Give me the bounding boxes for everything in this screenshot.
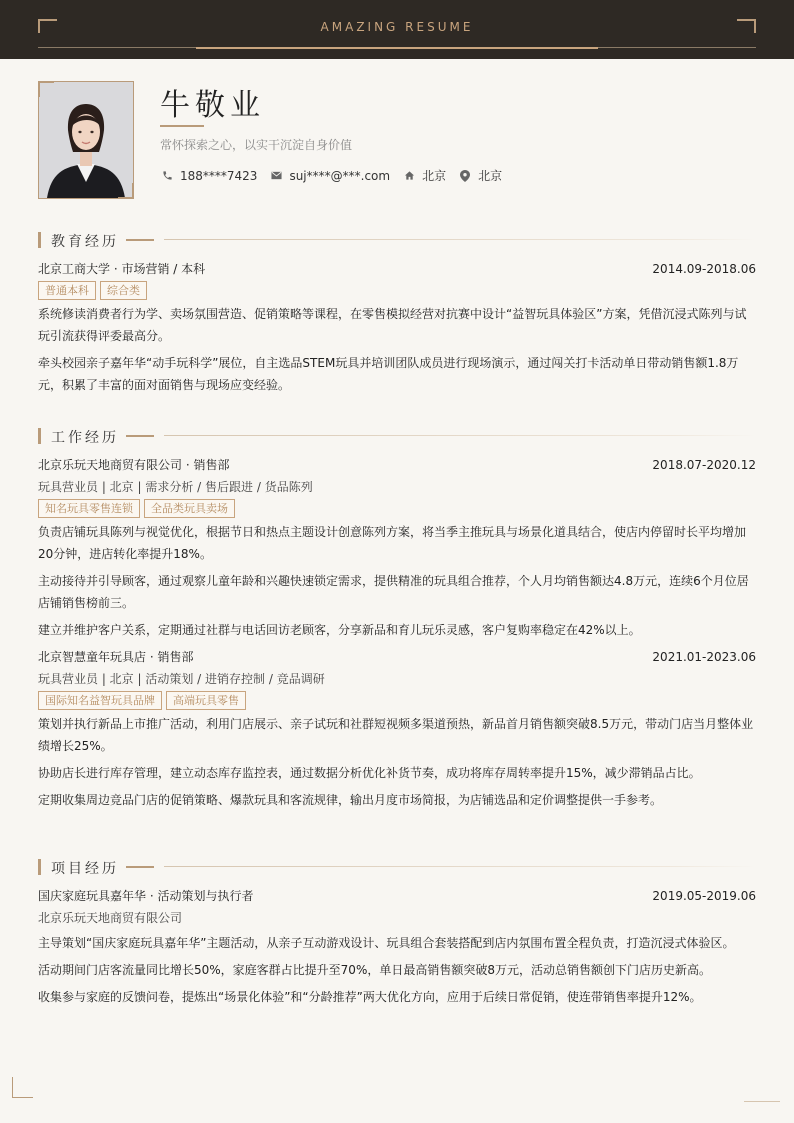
banner-rule-accent bbox=[196, 47, 598, 49]
entry-paragraph: 系统修读消费者行为学、卖场氛围营造、促销策略等课程，在零售模拟经营对抗赛中设计“益智玩具体验区”方案，凭借沉浸式陈列与试玩引流获得评委最高分。 bbox=[38, 307, 747, 343]
entry-date: 2021.01-2023.06 bbox=[652, 650, 756, 664]
contact-hometown bbox=[402, 167, 446, 184]
section-rule-long bbox=[164, 866, 756, 867]
candidate-name: 牛敬业 bbox=[160, 88, 265, 123]
work-entry bbox=[38, 454, 756, 641]
entry-heading: 北京乐玩天地商贸有限公司 · 销售部 bbox=[38, 458, 230, 472]
hometown-text: 北京 bbox=[422, 169, 447, 183]
section-title: 教育经历 bbox=[51, 234, 119, 250]
section-rule-short bbox=[126, 435, 154, 437]
section-header bbox=[38, 428, 756, 444]
section-rule-long bbox=[164, 239, 756, 240]
entry-paragraph: 建立并维护客户关系，定期通过社群与电话回访老顾客，分享新品和育儿玩乐灵感，客户复购率稳定在42%以上。 bbox=[38, 623, 641, 637]
entry-date: 2014.09-2018.06 bbox=[652, 262, 756, 276]
entry-heading: 国庆家庭玩具嘉年华 · 活动策划与执行者 bbox=[38, 889, 254, 903]
contact-location bbox=[458, 167, 502, 184]
section-rule-short bbox=[126, 239, 154, 241]
mail-icon bbox=[269, 169, 283, 183]
avatar-photo bbox=[38, 81, 134, 199]
section-marker bbox=[38, 232, 41, 248]
email-text: suj****@***.com bbox=[289, 168, 391, 183]
phone-text: 188****7423 bbox=[180, 168, 258, 183]
entry-subtitle: 北京乐玩天地商贸有限公司 bbox=[38, 911, 183, 925]
section-marker bbox=[38, 428, 41, 444]
photo-corner bbox=[118, 183, 134, 199]
projects-section bbox=[38, 859, 756, 1013]
entry-subtitle: 玩具营业员 | 北京 | 需求分析 / 售后跟进 / 货品陈列 bbox=[38, 480, 313, 494]
tag: 高端玩具零售 bbox=[166, 691, 246, 710]
contact-info bbox=[160, 167, 514, 184]
entry-paragraph: 牵头校园亲子嘉年华“动手玩科学”展位，自主选品STEM玩具并培训团队成员进行现场演示，通过闯关打卡活动单日带动销售额1.8万元，积累了丰富的面对面销售与现场应变经验。 bbox=[38, 356, 739, 392]
section-marker bbox=[38, 859, 41, 875]
name-underline bbox=[160, 125, 204, 127]
education-section bbox=[38, 232, 756, 401]
contact-email bbox=[269, 169, 390, 183]
work-entry bbox=[38, 646, 756, 811]
work-section bbox=[38, 428, 756, 816]
entry-header bbox=[38, 885, 756, 907]
entry-date: 2019.05-2019.06 bbox=[652, 889, 756, 903]
project-entry bbox=[38, 885, 756, 1008]
map-pin-icon bbox=[458, 169, 472, 183]
entry-header bbox=[38, 258, 756, 280]
entry-paragraph: 主导策划“国庆家庭玩具嘉年华”主题活动，从亲子互动游戏设计、玩具组合套装搭配到店内氛围布置全程负责，打造沉浸式体验区。 bbox=[38, 936, 735, 950]
banner-title: AMAZING RESUME bbox=[320, 20, 474, 34]
tag: 知名玩具零售连锁 bbox=[38, 499, 140, 518]
entry-paragraph: 收集参与家庭的反馈问卷，提炼出“场景化体验”和“分龄推荐”两大优化方向，应用于后续日常促销，使连带销售率提升12%。 bbox=[38, 990, 702, 1004]
tag: 综合类 bbox=[100, 281, 147, 300]
entry-tags bbox=[38, 691, 756, 710]
avatar bbox=[38, 81, 134, 199]
phone-icon bbox=[160, 169, 174, 183]
entry-paragraph: 负责店铺玩具陈列与视觉优化，根据节日和热点主题设计创意陈列方案，将当季主推玩具与场景化道具结合，使店内停留时长平均增加20分钟，进店转化率提升18%。 bbox=[38, 525, 747, 561]
tag: 国际知名益智玩具品牌 bbox=[38, 691, 162, 710]
location-text: 北京 bbox=[478, 169, 503, 183]
tag: 普通本科 bbox=[38, 281, 96, 300]
corner-ornament bbox=[12, 1077, 33, 1098]
entry-heading: 北京智慧童年玩具店 · 销售部 bbox=[38, 650, 194, 664]
entry-paragraph: 策划并执行新品上市推广活动，利用门店展示、亲子试玩和社群短视频多渠道预热，新品首月销售额突破8.5万元，带动门店当月整体业绩增长25%。 bbox=[38, 717, 754, 753]
entry-paragraph: 活动期间门店客流量同比增长50%，家庭客群占比提升至70%，单日最高销售额突破8万元，活动总销售额创下门店历史新高。 bbox=[38, 963, 711, 977]
entry-tags bbox=[38, 499, 756, 518]
photo-corner bbox=[38, 81, 54, 97]
entry-paragraph: 协助店长进行库存管理，建立动态库存监控表，通过数据分析优化补货节奏，成功将库存周转率提升15%，减少滞销品占比。 bbox=[38, 766, 701, 780]
motto: 常怀探索之心，以实干沉淀自身价值 bbox=[160, 138, 353, 152]
section-title: 工作经历 bbox=[51, 430, 119, 446]
entry-paragraph: 主动接待并引导顾客，通过观察儿童年龄和兴趣快速锁定需求，提供精准的玩具组合推荐，个人月均销售额达4.8万元，连续6个月位居店铺销售榜前三。 bbox=[38, 574, 749, 610]
top-banner bbox=[0, 0, 794, 59]
entry-header bbox=[38, 646, 756, 668]
entry-tags bbox=[38, 281, 756, 300]
entry-subtitle: 玩具营业员 | 北京 | 活动策划 / 进销存控制 / 竞品调研 bbox=[38, 672, 325, 686]
entry-paragraph: 定期收集周边竞品门店的促销策略、爆款玩具和客流规律，输出月度市场简报，为店铺选品和定价调整提供一手参考。 bbox=[38, 793, 663, 807]
entry-heading: 北京工商大学 · 市场营销 / 本科 bbox=[38, 262, 206, 276]
entry-header bbox=[38, 454, 756, 476]
tag: 全品类玩具卖场 bbox=[144, 499, 235, 518]
section-rule-long bbox=[164, 435, 756, 436]
section-header bbox=[38, 859, 756, 875]
section-title: 项目经历 bbox=[51, 861, 119, 877]
home-icon bbox=[402, 169, 416, 183]
section-header bbox=[38, 232, 756, 248]
contact-phone bbox=[160, 169, 257, 183]
education-entry bbox=[38, 258, 756, 396]
section-rule-short bbox=[126, 866, 154, 868]
footer-rule bbox=[744, 1101, 780, 1102]
entry-date: 2018.07-2020.12 bbox=[652, 458, 756, 472]
